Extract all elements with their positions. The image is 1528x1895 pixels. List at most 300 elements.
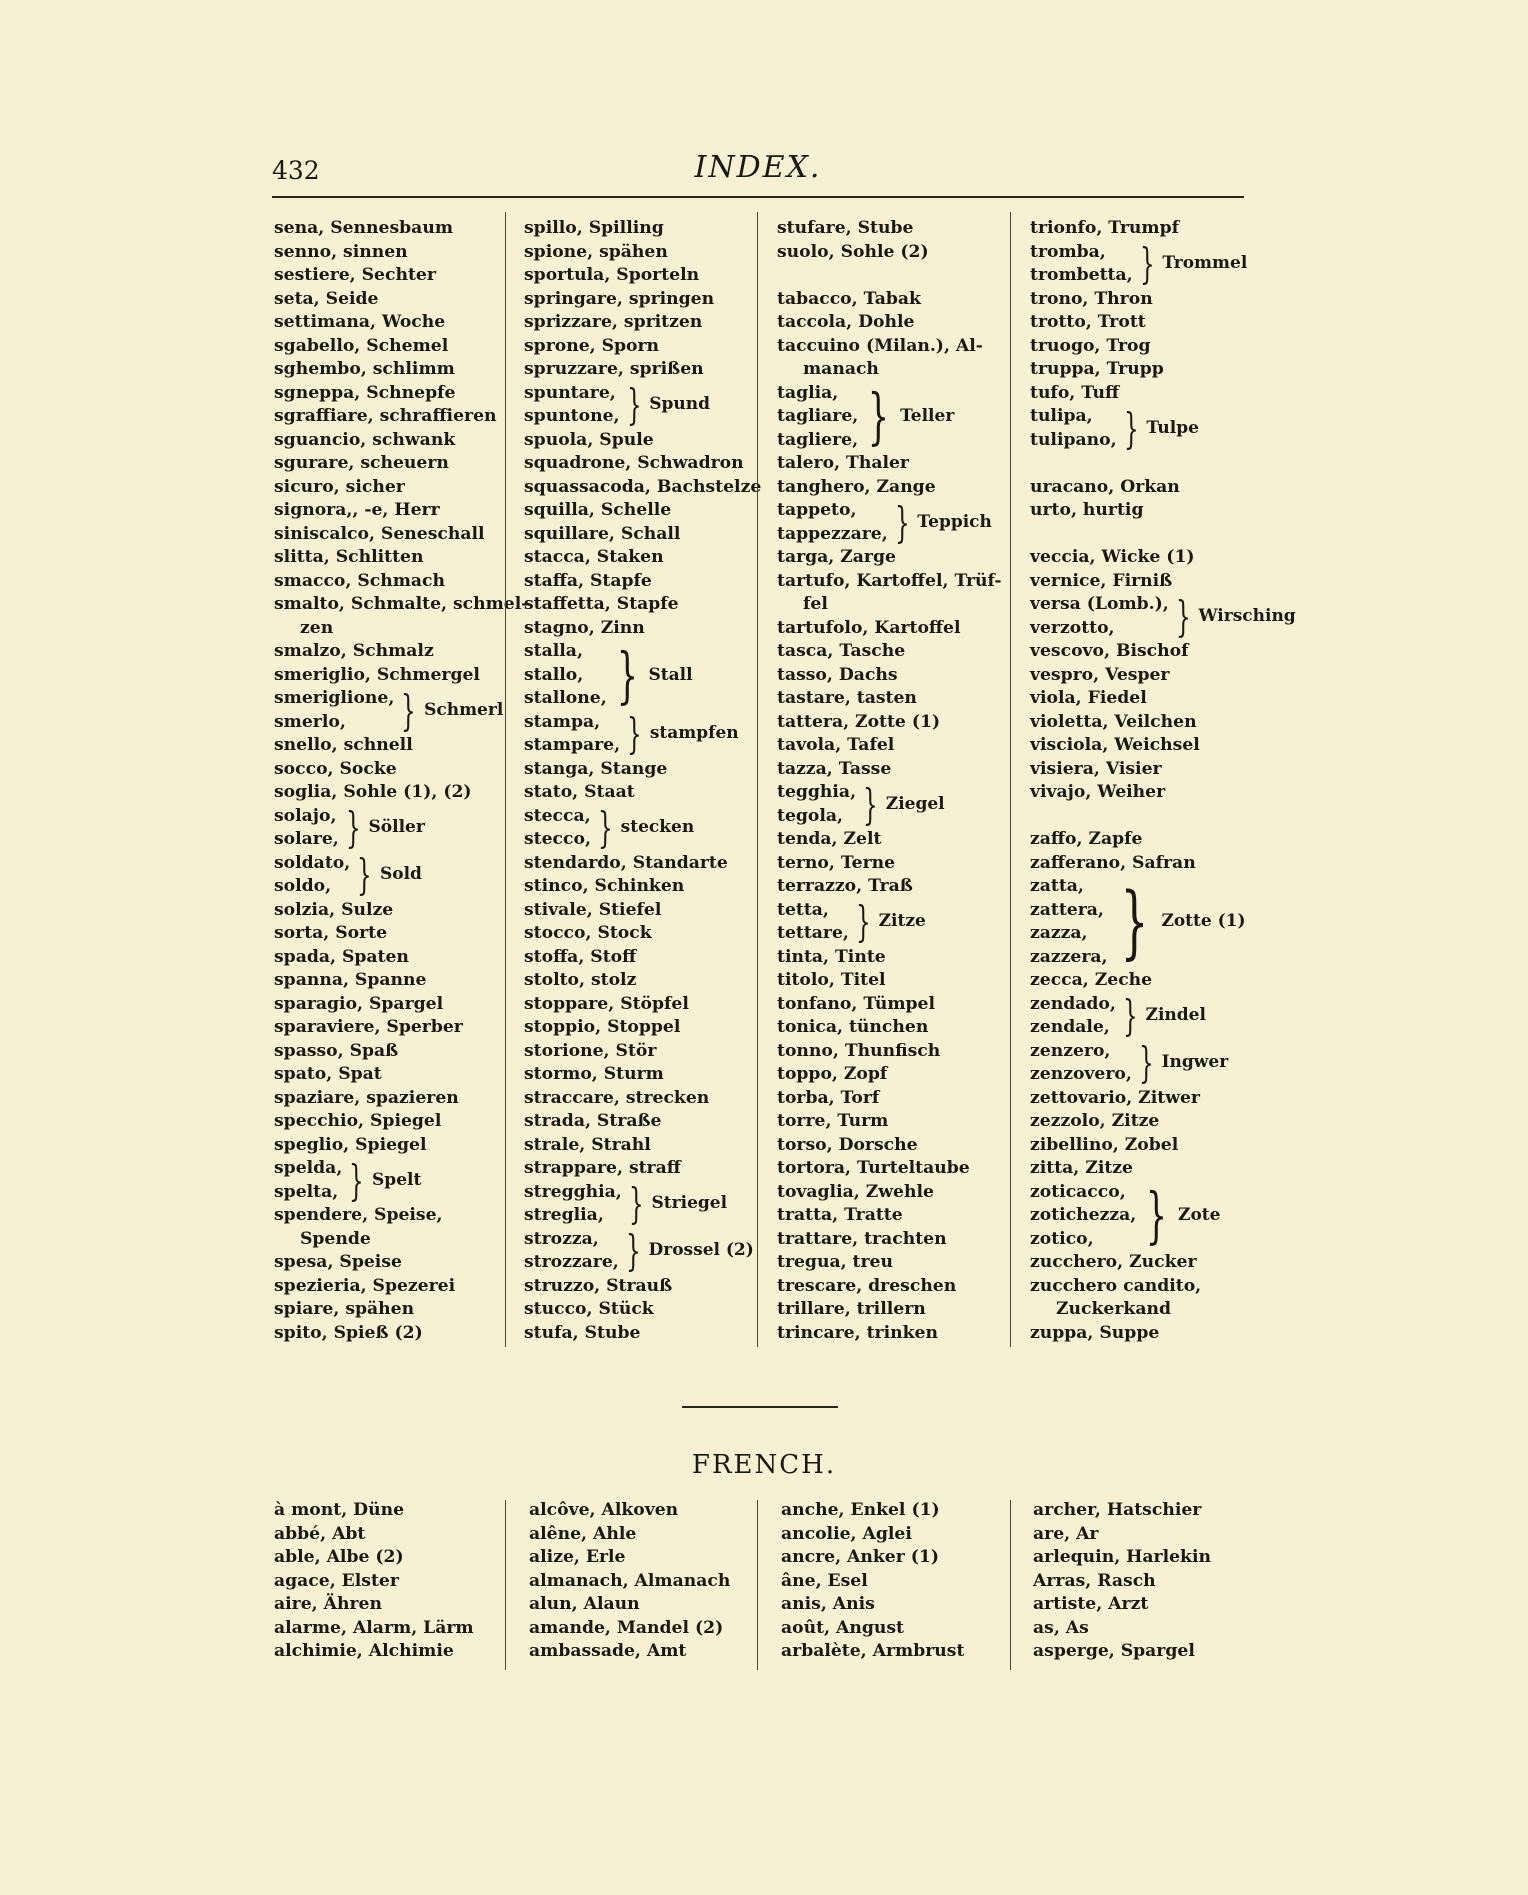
index-entry: squillare, Schall xyxy=(524,523,681,544)
index-entry: tanghero, Zange xyxy=(777,476,936,497)
index-column-1 xyxy=(274,217,529,1345)
index-entry: sprone, Sporn xyxy=(524,335,660,356)
index-entry-group xyxy=(1030,591,1296,641)
entry-group-words xyxy=(777,382,858,453)
index-entry: terno, Terne xyxy=(777,852,896,873)
index-entry: zettovario, Zitwer xyxy=(1030,1087,1200,1108)
index-entry: speglio, Spiegel xyxy=(274,1134,427,1155)
french-entry: asperge, Spargel xyxy=(1033,1641,1195,1661)
entry-group-words xyxy=(1030,241,1133,288)
french-column-3 xyxy=(781,1499,1013,1664)
brace-glyph: } xyxy=(1175,591,1191,641)
index-headword: stallo, xyxy=(524,664,584,685)
index-entry: torso, Dorsche xyxy=(777,1134,918,1155)
index-reference: Söller xyxy=(368,817,425,838)
page-header xyxy=(272,150,1244,192)
index-entry: urto, hurtig xyxy=(1030,500,1144,520)
index-entry: stivale, Stiefel xyxy=(524,899,662,920)
index-entry: talero, Thaler xyxy=(777,453,909,473)
brace-glyph: } xyxy=(628,1179,644,1228)
brace-glyph: } xyxy=(401,685,417,735)
index-entry: sghembo, schlimm xyxy=(274,359,455,379)
index-entry: slitta, Schlitten xyxy=(274,547,424,567)
index-headword: spuntare, xyxy=(524,382,616,403)
index-reference: Zitze xyxy=(878,911,926,932)
index-entry-group xyxy=(777,899,1009,946)
index-entry: struzzo, Strauß xyxy=(524,1275,673,1296)
entry-group-words xyxy=(524,711,620,758)
index-entry: Zuckerkand xyxy=(1056,1299,1171,1319)
index-reference: Ingwer xyxy=(1161,1052,1229,1073)
index-entry: manach xyxy=(803,359,879,379)
index-entry: sicuro, sicher xyxy=(274,476,405,497)
entry-group-words xyxy=(1030,993,1116,1040)
french-entry: août, Angust xyxy=(781,1617,904,1638)
brace-glyph: } xyxy=(1123,403,1139,453)
index-reference: Trommel xyxy=(1162,253,1248,274)
index-headword: trombetta, xyxy=(1030,265,1133,285)
entry-group-words xyxy=(274,1157,342,1204)
french-entry: alcôve, Alkoven xyxy=(529,1500,679,1520)
brace-glyph: } xyxy=(894,497,910,547)
brace-glyph: } xyxy=(627,709,642,758)
index-headword: versa (Lomb.), xyxy=(1030,594,1169,614)
french-entry: arlequin, Harlekin xyxy=(1033,1547,1211,1567)
index-entry: tasso, Dachs xyxy=(777,664,898,685)
index-entry: torre, Turm xyxy=(777,1111,889,1131)
index-entry-group xyxy=(274,852,506,899)
index-entry: stinco, Schinken xyxy=(524,876,685,896)
french-entry: anche, Enkel (1) xyxy=(781,1500,940,1520)
index-headword: smeriglione, xyxy=(274,688,395,708)
index-headword: smerlo, xyxy=(274,711,346,732)
index-headword: tappeto, xyxy=(777,500,857,520)
index-entry: terrazzo, Traß xyxy=(777,876,913,896)
french-column-4 xyxy=(1033,1499,1265,1664)
index-headword: stalla, xyxy=(524,641,583,661)
index-entry-group xyxy=(524,711,756,758)
brace-glyph: } xyxy=(1138,1038,1154,1087)
index-entry: spesa, Speise xyxy=(274,1252,402,1272)
index-entry: zen xyxy=(300,617,334,638)
french-entry: as, As xyxy=(1033,1617,1089,1638)
index-headword: zotichezza, xyxy=(1030,1205,1137,1225)
index-entry: zezzolo, Zitze xyxy=(1030,1111,1160,1131)
letter-gap xyxy=(1030,805,1270,829)
index-entry: springare, springen xyxy=(524,288,715,309)
index-entry: vespro, Vesper xyxy=(1030,664,1170,685)
entry-group-words xyxy=(1030,1181,1136,1252)
page-number: 432 xyxy=(272,156,320,185)
index-reference: Sold xyxy=(379,864,422,885)
index-headword: tegola, xyxy=(777,805,844,826)
index-reference: Zindel xyxy=(1145,1005,1206,1026)
brace-glyph: } xyxy=(1139,239,1155,288)
index-entry: tufo, Tuff xyxy=(1030,382,1120,403)
index-entry: tregua, treu xyxy=(777,1252,893,1272)
index-entry: staffa, Stapfe xyxy=(524,570,652,591)
french-entry: alchimie, Alchimie xyxy=(274,1641,454,1661)
index-entry-group xyxy=(274,805,506,852)
index-entry: stato, Staat xyxy=(524,782,635,802)
index-headword: verzotto, xyxy=(1030,617,1115,638)
index-headword: soldato, xyxy=(274,852,351,873)
french-entry: abbé, Abt xyxy=(274,1523,366,1544)
index-entry: spato, Spat xyxy=(274,1064,382,1084)
brace-glyph: } xyxy=(1119,875,1148,968)
index-entry: senno, sinnen xyxy=(274,241,408,262)
index-entry: trotto, Trott xyxy=(1030,312,1146,332)
index-entry: tonno, Thunfisch xyxy=(777,1040,941,1061)
index-headword: strozzare, xyxy=(524,1252,619,1272)
index-entry: violetta, Veilchen xyxy=(1030,711,1197,732)
index-headword: stampare, xyxy=(524,735,621,755)
entry-group-words xyxy=(777,781,856,828)
column-divider xyxy=(1010,212,1011,1347)
index-entry: spruzzare, sprißen xyxy=(524,359,704,379)
index-entry: trillare, trillern xyxy=(777,1299,926,1319)
entry-group-words xyxy=(524,382,620,429)
index-entry: zaffo, Zapfe xyxy=(1030,829,1143,849)
index-entry: sorta, Sorte xyxy=(274,923,388,943)
french-entry: alize, Erle xyxy=(529,1547,626,1567)
index-entry: spanna, Spanne xyxy=(274,970,427,990)
index-headword: spuntone, xyxy=(524,406,620,426)
index-headword: zoticacco, xyxy=(1030,1181,1126,1202)
index-entry: vescovo, Bischof xyxy=(1030,641,1189,661)
index-entry: tattera, Zotte (1) xyxy=(777,711,941,732)
index-reference: Striegel xyxy=(651,1193,728,1214)
index-headword: stregghia, xyxy=(524,1181,622,1202)
index-entry: tartufo, Kartoffel, Trüf- xyxy=(777,570,1002,591)
index-headword: tagliare, xyxy=(777,406,859,426)
index-entry: zafferano, Safran xyxy=(1030,852,1196,873)
index-entry: trattare, trachten xyxy=(777,1228,947,1249)
index-entry: spasso, Spaß xyxy=(274,1040,399,1061)
index-entry: tazza, Tasse xyxy=(777,758,892,779)
column-divider xyxy=(757,1500,758,1670)
brace-glyph: } xyxy=(625,1226,641,1275)
index-entry: tartufolo, Kartoffel xyxy=(777,617,961,638)
index-entry-group xyxy=(274,1157,506,1204)
column-divider xyxy=(505,1500,506,1670)
entry-group-words xyxy=(1030,1040,1132,1087)
index-reference: Zote xyxy=(1178,1205,1221,1225)
index-entry: storione, Stör xyxy=(524,1040,657,1061)
entry-group-words xyxy=(524,1181,622,1228)
index-entry-group xyxy=(1030,1181,1270,1252)
index-entry: sena, Sennesbaum xyxy=(274,218,454,238)
index-column-2 xyxy=(524,217,762,1345)
index-entry: specchio, Spiegel xyxy=(274,1111,442,1131)
index-entry-group xyxy=(524,382,756,429)
index-entry: spiare, spähen xyxy=(274,1299,415,1319)
index-entry: sparaviere, Sperber xyxy=(274,1017,463,1037)
index-reference: Drossel (2) xyxy=(648,1240,754,1261)
index-headword: zatta, xyxy=(1030,876,1084,896)
index-reference: Ziegel xyxy=(885,793,945,814)
french-entry: alêne, Ahle xyxy=(529,1523,637,1544)
column-divider xyxy=(505,212,506,1347)
entry-group-words xyxy=(777,499,888,546)
french-entry: artiste, Arzt xyxy=(1033,1594,1149,1614)
running-title: INDEX. xyxy=(694,150,822,185)
entry-group-words xyxy=(274,852,350,899)
french-entry: alun, Alaun xyxy=(529,1594,640,1614)
index-entry-group xyxy=(524,805,756,852)
index-entry: settimana, Woche xyxy=(274,312,446,332)
index-entry: zecca, Zeche xyxy=(1030,970,1153,990)
index-entry-group xyxy=(777,499,1009,546)
index-entry: stufare, Stube xyxy=(777,218,914,238)
index-entry: visiera, Visier xyxy=(1030,758,1162,779)
index-entry: sportula, Sporteln xyxy=(524,265,700,285)
index-entry: stendardo, Standarte xyxy=(524,852,728,873)
entry-group-words xyxy=(274,805,339,852)
french-entry: arbalète, Armbrust xyxy=(781,1641,965,1661)
index-entry: stacca, Staken xyxy=(524,547,664,567)
index-entry: torba, Torf xyxy=(777,1087,880,1108)
index-entry: stufa, Stube xyxy=(524,1322,641,1343)
index-entry: zucchero candito, xyxy=(1030,1275,1202,1296)
index-entry-group xyxy=(777,382,1009,453)
index-entry: siniscalco, Seneschall xyxy=(274,523,485,544)
index-headword: zotico, xyxy=(1030,1228,1094,1249)
index-headword: zazza, xyxy=(1030,923,1088,943)
letter-gap xyxy=(1030,452,1270,476)
brace-glyph: } xyxy=(867,381,890,453)
index-entry: tonfano, Tümpel xyxy=(777,993,935,1014)
index-entry-group xyxy=(524,1228,756,1275)
index-entry: stagno, Zinn xyxy=(524,617,645,638)
index-entry: stoppare, Stöpfel xyxy=(524,993,689,1014)
index-entry: strappare, straff xyxy=(524,1158,681,1178)
index-headword: zendale, xyxy=(1030,1017,1110,1037)
french-entry: almanach, Almanach xyxy=(529,1570,731,1591)
index-headword: stecco, xyxy=(524,829,591,849)
index-entry: strale, Strahl xyxy=(524,1134,651,1155)
french-entry: archer, Hatschier xyxy=(1033,1500,1202,1520)
index-headword: stecca, xyxy=(524,805,591,826)
index-entry: spillo, Spilling xyxy=(524,218,664,238)
index-entry: straccare, strecken xyxy=(524,1087,710,1108)
french-column-2 xyxy=(529,1499,761,1664)
index-reference: Zotte (1) xyxy=(1161,911,1246,932)
index-entry: uracano, Orkan xyxy=(1030,476,1180,497)
index-entry: tinta, Tinte xyxy=(777,946,886,967)
brace-glyph: } xyxy=(626,380,642,429)
index-entry: suolo, Sohle (2) xyxy=(777,241,929,262)
index-reference: stecken xyxy=(620,817,695,838)
brace-glyph: } xyxy=(1145,1180,1168,1252)
index-entry: tasca, Tasche xyxy=(777,641,906,661)
index-entry: sprizzare, spritzen xyxy=(524,312,703,332)
index-entry: spito, Spieß (2) xyxy=(274,1322,423,1343)
index-reference: Teller xyxy=(900,406,955,426)
index-headword: spelda, xyxy=(274,1158,343,1178)
brace-glyph: } xyxy=(863,779,878,829)
index-column-4 xyxy=(1030,217,1296,1345)
french-entry: ambassade, Amt xyxy=(529,1641,687,1661)
index-entry: veccia, Wicke (1) xyxy=(1030,547,1195,567)
index-entry: sestiere, Sechter xyxy=(274,265,436,285)
index-headword: tappezzare, xyxy=(777,523,888,544)
index-entry: squilla, Schelle xyxy=(524,500,672,520)
index-entry: sgraffiare, schraffieren xyxy=(274,406,497,426)
index-headword: soldo, xyxy=(274,876,332,896)
index-entry: spaziare, spazieren xyxy=(274,1087,459,1108)
index-entry: sgurare, scheuern xyxy=(274,453,449,473)
entry-group-words xyxy=(524,805,591,852)
index-entry-group xyxy=(524,640,756,711)
index-entry: Spende xyxy=(300,1228,371,1249)
index-entry: truppa, Trupp xyxy=(1030,359,1164,379)
index-entry: stoffa, Stoff xyxy=(524,946,637,967)
entry-group-words xyxy=(1030,405,1117,452)
french-entry: ancre, Anker (1) xyxy=(781,1547,939,1567)
french-entry: alarme, Alarm, Lärm xyxy=(274,1617,474,1638)
index-entry: tratta, Tratte xyxy=(777,1205,903,1225)
index-entry: vernice, Firniß xyxy=(1030,570,1173,591)
brace-glyph: } xyxy=(357,850,372,899)
index-headword: zenzero, xyxy=(1030,1040,1111,1061)
index-entry: zibellino, Zobel xyxy=(1030,1134,1179,1155)
index-entry: trionfo, Trumpf xyxy=(1030,218,1179,238)
index-headword: streglia, xyxy=(524,1205,604,1225)
index-entry: seta, Seide xyxy=(274,288,379,309)
index-entry: stormo, Sturm xyxy=(524,1064,664,1084)
index-headword: tetta, xyxy=(777,899,829,920)
index-reference: Stall xyxy=(648,664,693,685)
index-entry: tonica, tünchen xyxy=(777,1017,929,1037)
column-divider xyxy=(757,212,758,1347)
index-entry-group xyxy=(274,687,506,734)
french-entry: âne, Esel xyxy=(781,1570,868,1591)
index-entry: soglia, Sohle (1), (2) xyxy=(274,782,472,802)
index-entry: spione, spähen xyxy=(524,241,668,262)
index-entry-group xyxy=(1030,875,1270,969)
index-reference: Tulpe xyxy=(1146,417,1199,438)
index-entry: toppo, Zopf xyxy=(777,1064,888,1084)
index-entry: stocco, Stock xyxy=(524,923,652,943)
index-entry-group xyxy=(777,781,1009,828)
index-headword: zenzovero, xyxy=(1030,1064,1132,1084)
index-entry: sguancio, schwank xyxy=(274,429,456,450)
index-headword: stampa, xyxy=(524,711,601,732)
index-entry: socco, Socke xyxy=(274,758,397,779)
index-entry-group xyxy=(524,1181,756,1228)
brace-glyph: } xyxy=(597,803,613,852)
french-column-1 xyxy=(274,1499,506,1664)
brace-glyph: } xyxy=(855,897,871,946)
index-reference: stampfen xyxy=(649,723,739,744)
index-entry: snello, schnell xyxy=(274,735,413,755)
index-entry: tovaglia, Zwehle xyxy=(777,1181,934,1202)
index-entry: zuppa, Suppe xyxy=(1030,1322,1160,1343)
brace-glyph: } xyxy=(345,803,361,852)
french-entry: agace, Elster xyxy=(274,1570,399,1591)
index-entry: trescare, dreschen xyxy=(777,1275,957,1296)
index-reference: Spelt xyxy=(372,1169,422,1190)
french-entry: ancolie, Aglei xyxy=(781,1523,912,1544)
index-headword: solajo, xyxy=(274,805,337,826)
entry-group-words xyxy=(524,640,607,711)
entry-group-words xyxy=(1030,875,1108,969)
index-entry-group xyxy=(1030,405,1270,452)
french-entry: are, Ar xyxy=(1033,1523,1099,1544)
index-entry-group xyxy=(1030,993,1270,1040)
brace-glyph: } xyxy=(349,1155,365,1205)
index-reference: Teppich xyxy=(917,511,992,532)
index-entry-group xyxy=(1030,1040,1270,1087)
index-headword: tegghia, xyxy=(777,782,857,802)
index-headword: tagliere, xyxy=(777,429,859,450)
french-entry: à mont, Düne xyxy=(274,1500,405,1520)
index-entry: taccuino (Milan.), Al- xyxy=(777,335,983,356)
index-entry: visciola, Weichsel xyxy=(1030,735,1200,755)
index-reference: Spund xyxy=(649,394,711,415)
index-entry: squassacoda, Bachstelze xyxy=(524,476,762,497)
index-entry: taccola, Dohle xyxy=(777,312,915,332)
index-headword: tulipano, xyxy=(1030,429,1117,450)
french-entry: Arras, Rasch xyxy=(1033,1570,1156,1591)
entry-group-words xyxy=(524,1228,619,1275)
index-entry: vivajo, Weiher xyxy=(1030,782,1166,802)
french-entry: anis, Anis xyxy=(781,1594,875,1614)
index-headword: strozza, xyxy=(524,1228,599,1249)
index-entry: tenda, Zelt xyxy=(777,829,882,849)
index-entry: solzia, Sulze xyxy=(274,899,394,920)
index-headword: stallone, xyxy=(524,688,607,708)
index-entry: zitta, Zitze xyxy=(1030,1158,1133,1178)
index-entry: signora,, -e, Herr xyxy=(274,500,440,520)
index-headword: tulipa, xyxy=(1030,406,1093,426)
entry-group-words xyxy=(1030,593,1169,640)
index-entry: spendere, Speise, xyxy=(274,1205,443,1225)
index-entry: fel xyxy=(803,594,828,614)
index-entry: sparagio, Spargel xyxy=(274,993,444,1014)
index-entry: stucco, Stück xyxy=(524,1299,654,1319)
index-headword: tromba, xyxy=(1030,241,1106,262)
index-entry: sgabello, Schemel xyxy=(274,335,449,356)
header-rule xyxy=(272,196,1244,198)
index-entry: strada, Straße xyxy=(524,1111,662,1131)
index-entry: smalzo, Schmalz xyxy=(274,641,434,661)
index-headword: zazzera, xyxy=(1030,946,1108,967)
index-entry: stoppio, Stoppel xyxy=(524,1017,681,1037)
index-headword: taglia, xyxy=(777,382,839,403)
index-entry: stanga, Stange xyxy=(524,758,668,779)
french-entry: aire, Ähren xyxy=(274,1594,382,1614)
index-entry: smacco, Schmach xyxy=(274,570,446,591)
index-reference: Wirsching xyxy=(1198,605,1296,626)
column-divider xyxy=(1010,1500,1011,1670)
section-rule xyxy=(682,1406,838,1408)
index-headword: spelta, xyxy=(274,1181,339,1202)
index-entry: targa, Zarge xyxy=(777,547,896,567)
letter-gap xyxy=(1030,523,1270,547)
index-entry: smeriglio, Schmergel xyxy=(274,664,480,685)
entry-group-words xyxy=(777,899,849,946)
index-reference: Schmerl xyxy=(424,699,504,720)
index-entry: tortora, Turteltaube xyxy=(777,1158,970,1178)
brace-glyph: } xyxy=(1122,991,1138,1040)
index-entry: staffetta, Stapfe xyxy=(524,594,679,614)
index-entry: stolto, stolz xyxy=(524,970,637,990)
entry-group-words xyxy=(274,687,394,734)
index-entry: spezieria, Spezerei xyxy=(274,1275,456,1296)
index-entry: tabacco, Tabak xyxy=(777,288,921,309)
